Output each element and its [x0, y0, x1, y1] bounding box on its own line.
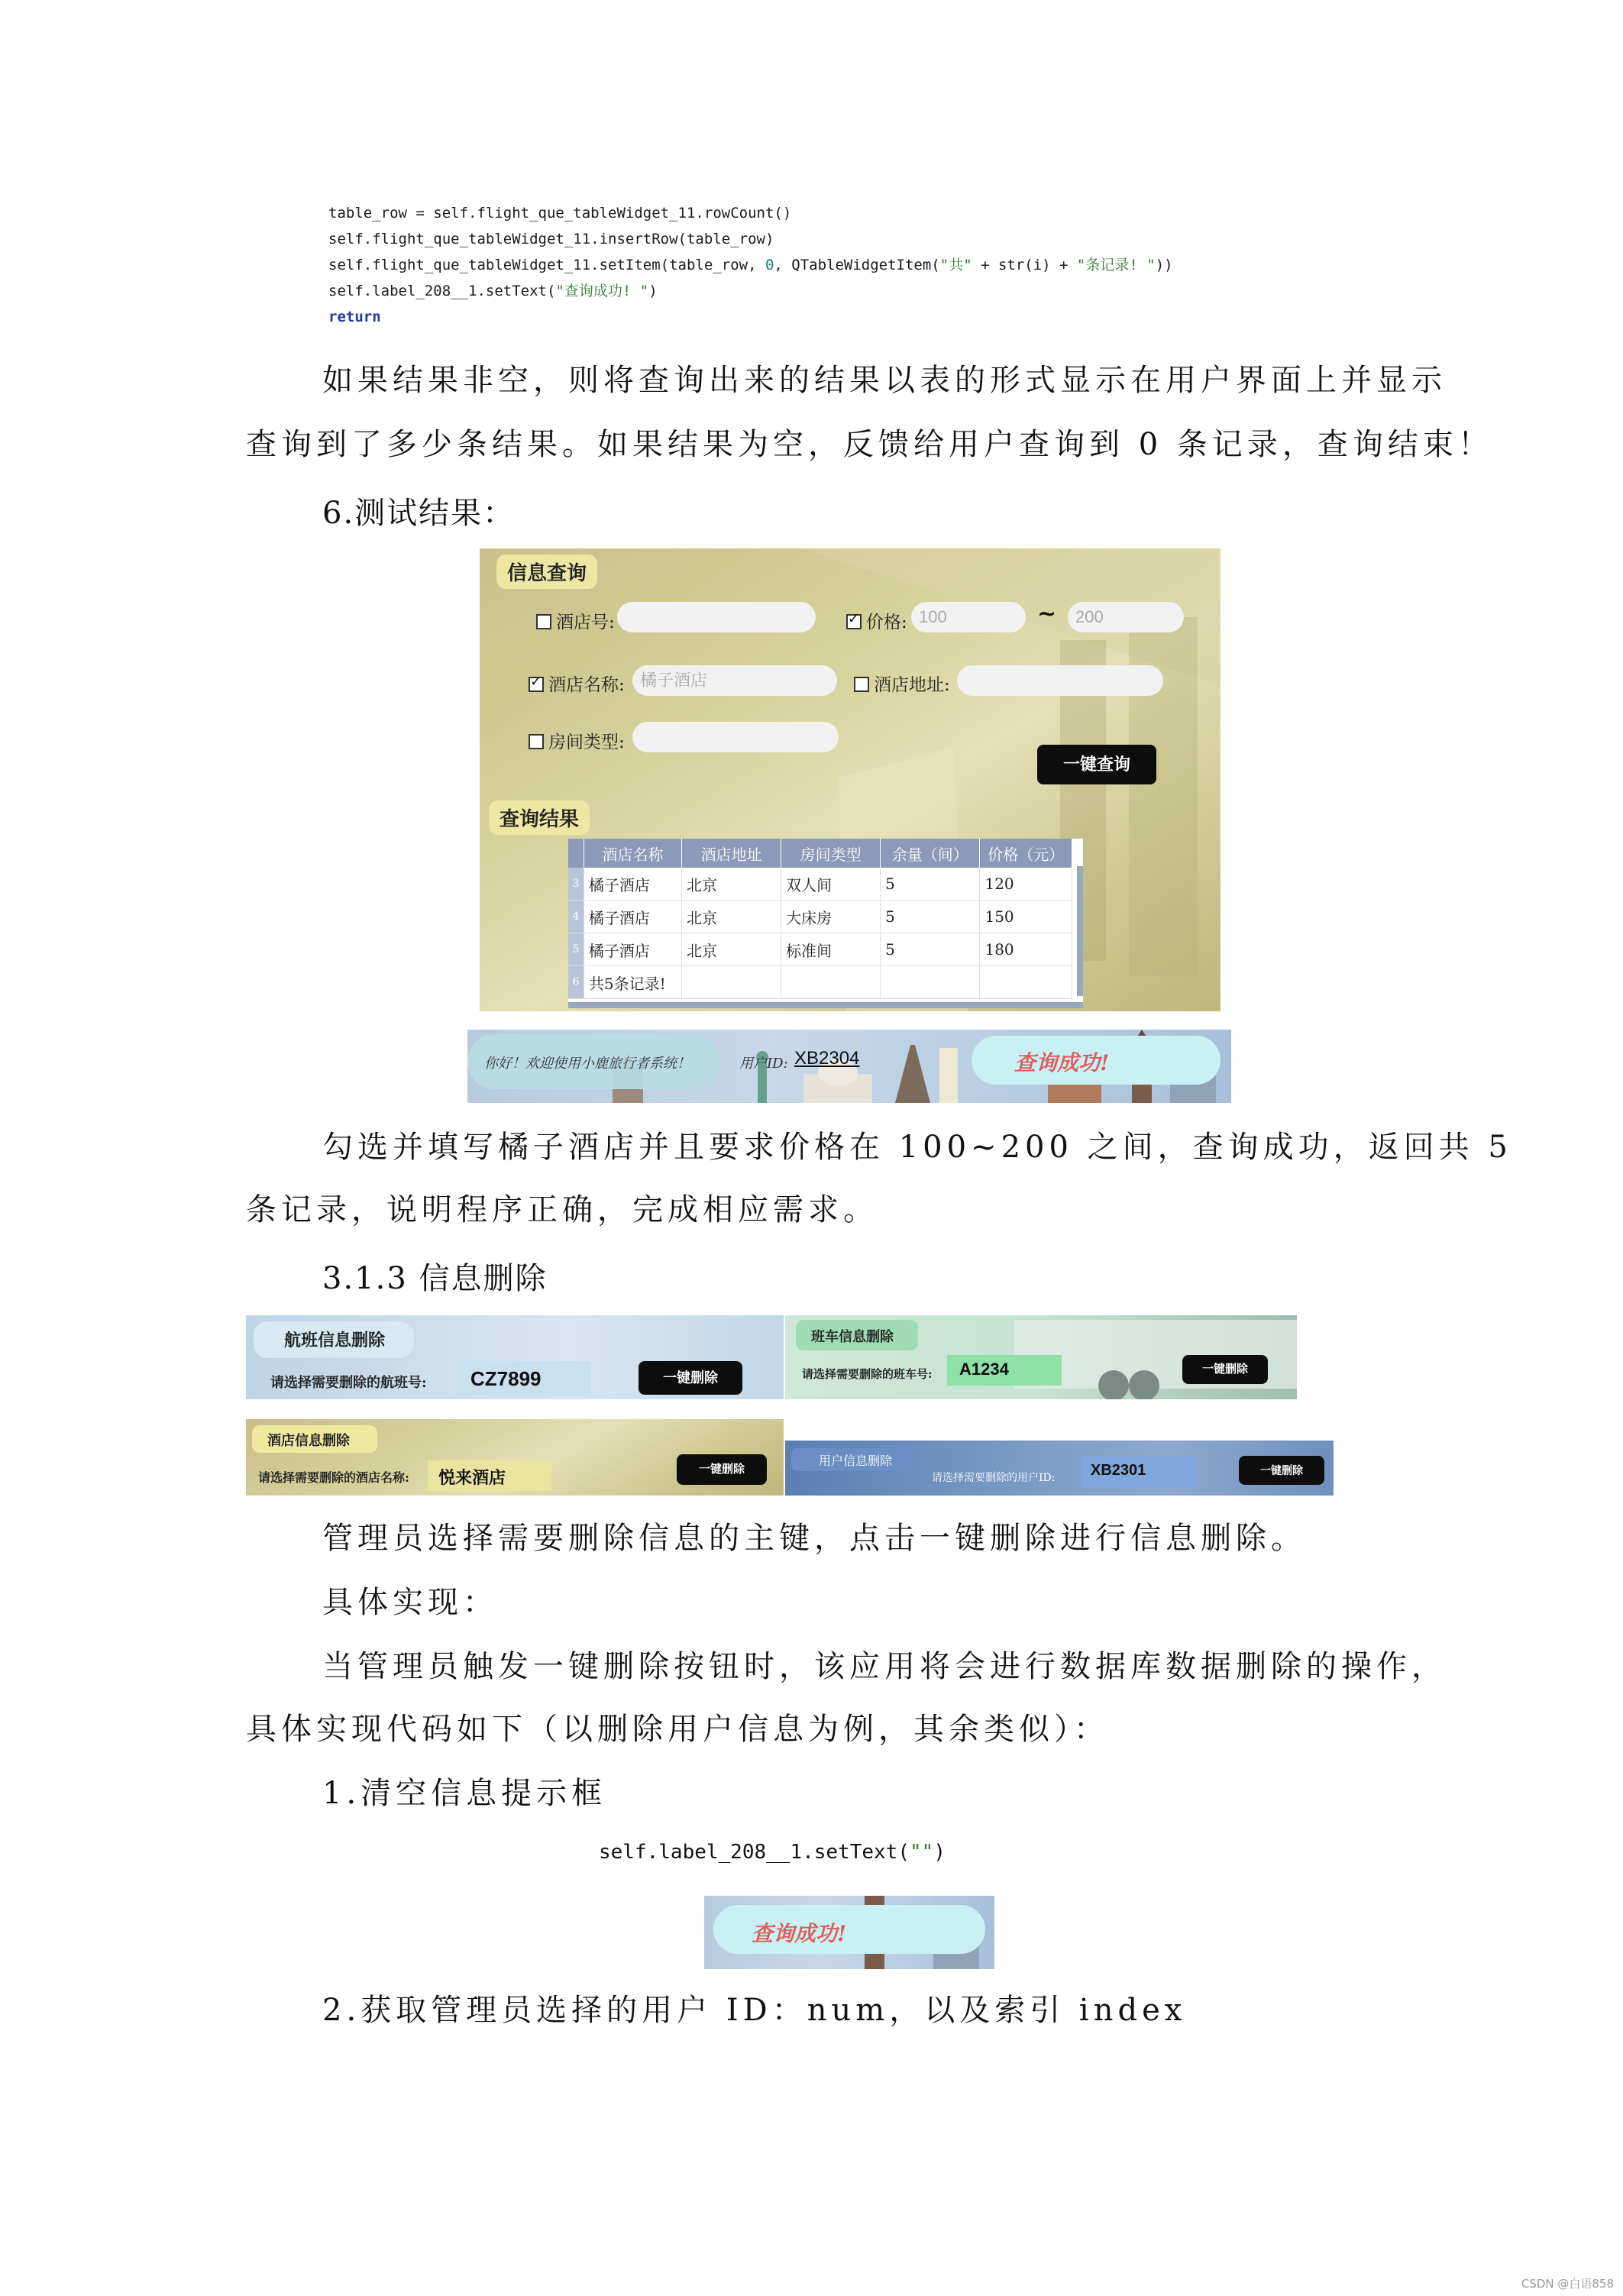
- code-token: self.label_208__1.setText(: [599, 1841, 910, 1864]
- table-cell[interactable]: 双人间: [781, 868, 881, 901]
- hotel-no-label: 酒店号:: [556, 613, 615, 632]
- room-type-input[interactable]: [632, 722, 839, 752]
- room-type-label: 房间类型:: [548, 732, 625, 752]
- one-click-query-button[interactable]: 一键查询: [1037, 745, 1156, 784]
- code-string: "共": [939, 257, 972, 273]
- code-line: self.flight_que_tableWidget_11.insertRow(table_row): [328, 231, 774, 247]
- bus-select-value: A1234: [959, 1360, 1009, 1379]
- code-string: "查询成功! ": [555, 283, 649, 299]
- table-cell[interactable]: 5: [881, 901, 980, 933]
- row-number-header: [568, 839, 584, 868]
- hotel-address-field[interactable]: [854, 671, 950, 696]
- code-token: self.label_208__1.setText(: [328, 283, 556, 299]
- table-cell[interactable]: 大床房: [781, 901, 881, 933]
- flight-select-value: CZ7899: [470, 1367, 542, 1390]
- hotel-delete-title: 酒店信息删除: [267, 1433, 350, 1449]
- price-max-input[interactable]: 200: [1068, 602, 1184, 632]
- hotel-name-label: 酒店名称:: [548, 675, 625, 695]
- table-cell[interactable]: 5: [881, 868, 980, 901]
- user-id-label: 用户ID:: [739, 1056, 788, 1072]
- price-checkbox[interactable]: [846, 614, 862, 629]
- small-status-banner: [704, 1896, 994, 1969]
- table-cell[interactable]: [781, 966, 881, 999]
- code-line: table_row = self.flight_que_tableWidget_11.rowCount(): [328, 205, 792, 222]
- table-horizontal-scrollbar[interactable]: [568, 1002, 1083, 1008]
- paragraph-line: 如果结果非空，则将查询出来的结果以表的形式显示在用户界面上并显示: [322, 363, 1447, 398]
- user-prompt: 请选择需要删除的用户ID:: [932, 1472, 1056, 1484]
- greeting-text: 你好！欢迎使用小鹿旅行者系统！: [484, 1056, 690, 1072]
- price-field[interactable]: [846, 608, 907, 633]
- flight-prompt: 请选择需要删除的航班号:: [270, 1375, 427, 1391]
- paragraph-line: 查询到了多少条结果。如果结果为空，反馈给用户查询到 0 条记录，查询结束！: [246, 427, 1493, 462]
- bus-delete-button[interactable]: 一键删除: [1182, 1355, 1268, 1384]
- bus-delete-panel: [785, 1315, 1297, 1399]
- table-cell-summary[interactable]: 共5条记录!: [584, 966, 681, 999]
- table-cell[interactable]: 180: [980, 933, 1072, 966]
- table-cell[interactable]: 150: [980, 901, 1072, 933]
- code-token: + str(i) +: [972, 257, 1077, 273]
- paragraph-line: 当管理员触发一键删除按钮时，该应用将会进行数据库数据删除的操作，: [322, 1649, 1447, 1684]
- hotel-select-value: 悦来酒店: [438, 1468, 506, 1488]
- row-number: 4: [568, 901, 584, 933]
- flight-delete-title: 航班信息删除: [284, 1331, 386, 1350]
- hotel-no-field[interactable]: [536, 608, 615, 633]
- table-row[interactable]: [568, 966, 1072, 999]
- user-delete-button[interactable]: 一键删除: [1239, 1456, 1324, 1485]
- status-message: 查询成功!: [752, 1921, 847, 1946]
- code-token: ): [648, 283, 658, 299]
- hotel-name-input[interactable]: 橘子酒店: [632, 665, 837, 696]
- section-heading-test-results: 6.测试结果：: [322, 496, 516, 531]
- code-snippet-top: [328, 200, 1173, 330]
- step-heading: 1.清空信息提示框: [322, 1776, 607, 1811]
- status-message: 查询成功!: [1014, 1050, 1110, 1075]
- user-delete-panel: [785, 1441, 1334, 1496]
- column-header[interactable]: 房间类型: [781, 839, 881, 868]
- hotel-name-field[interactable]: [529, 671, 625, 696]
- bus-prompt: 请选择需要删除的班车号:: [802, 1367, 933, 1381]
- row-number: 5: [568, 933, 584, 966]
- room-type-field[interactable]: [529, 728, 625, 753]
- column-header[interactable]: 酒店名称: [584, 839, 681, 868]
- price-min-input[interactable]: 100: [911, 602, 1026, 632]
- table-cell[interactable]: [682, 966, 781, 999]
- user-select-value: XB2301: [1091, 1462, 1146, 1479]
- hotel-query-screenshot: [480, 548, 1220, 1011]
- table-row[interactable]: [568, 933, 1072, 966]
- code-token: , QTableWidgetItem(: [774, 257, 940, 273]
- room-type-checkbox[interactable]: [529, 734, 544, 749]
- hotel-address-label: 酒店地址:: [874, 675, 950, 695]
- table-cell[interactable]: 北京: [682, 868, 781, 901]
- code-clear-label: [599, 1841, 946, 1864]
- paragraph-line: 条记录，说明程序正确，完成相应需求。: [246, 1192, 878, 1227]
- hotel-delete-button[interactable]: 一键删除: [677, 1454, 767, 1485]
- code-line: [328, 283, 658, 299]
- section-heading-delete: 3.1.3 信息删除: [322, 1261, 548, 1296]
- hotel-no-input[interactable]: [617, 602, 816, 632]
- code-token: self.flight_que_tableWidget_11.setItem(table_row,: [328, 257, 765, 273]
- paragraph-line: 具体实现：: [322, 1585, 498, 1620]
- table-scrollbar[interactable]: [1077, 866, 1083, 996]
- column-header[interactable]: 酒店地址: [682, 839, 781, 868]
- user-delete-title: 用户信息删除: [819, 1454, 893, 1468]
- status-banner: [467, 1030, 1231, 1103]
- price-label: 价格:: [866, 613, 907, 632]
- user-id-value: XB2304: [794, 1048, 860, 1069]
- section-info-query-tag: 信息查询: [496, 555, 597, 589]
- result-table-container[interactable]: [568, 839, 1083, 1008]
- table-cell[interactable]: 橘子酒店: [584, 901, 681, 933]
- hotel-address-input[interactable]: [957, 665, 1163, 696]
- table-cell[interactable]: 标准间: [781, 933, 881, 966]
- section-query-result-tag: 查询结果: [489, 800, 590, 835]
- hotel-delete-panel: [246, 1419, 784, 1496]
- flight-delete-button[interactable]: 一键删除: [639, 1361, 742, 1395]
- row-number: 6: [568, 966, 584, 999]
- table-cell[interactable]: 北京: [682, 933, 781, 966]
- table-cell[interactable]: 橘子酒店: [584, 933, 681, 966]
- table-header-row: [568, 839, 1072, 868]
- table-cell[interactable]: [881, 966, 980, 999]
- price-range-tilde: ~: [1037, 600, 1057, 627]
- hotel-address-checkbox[interactable]: [854, 677, 869, 692]
- table-row[interactable]: [568, 868, 1072, 901]
- paragraph-line: 管理员选择需要删除信息的主键，点击一键删除进行信息删除。: [322, 1521, 1306, 1556]
- code-token: )): [1155, 257, 1173, 273]
- row-number: 3: [568, 868, 584, 901]
- paragraph-line: 具体实现代码如下（以删除用户信息为例，其余类似）：: [246, 1712, 1109, 1747]
- hotel-name-checkbox[interactable]: [529, 677, 544, 692]
- column-header[interactable]: 价格（元）: [980, 839, 1072, 868]
- hotel-no-checkbox[interactable]: [536, 614, 551, 629]
- code-keyword: return: [328, 309, 381, 325]
- table-cell[interactable]: 橘子酒店: [584, 868, 681, 901]
- column-header[interactable]: 余量（间）: [881, 839, 980, 868]
- code-string: "条记录! ": [1076, 257, 1156, 273]
- flight-delete-panel: [246, 1315, 784, 1399]
- step-heading: 2.获取管理员选择的用户 ID：num，以及索引 index: [322, 1993, 1187, 2028]
- table-cell[interactable]: [980, 966, 1072, 999]
- code-string: "": [910, 1841, 934, 1864]
- bus-delete-title: 班车信息删除: [811, 1329, 894, 1345]
- paragraph-line: 勾选并填写橘子酒店并且要求价格在 100~200 之间，查询成功，返回共 5: [322, 1130, 1512, 1165]
- table-cell[interactable]: 5: [881, 933, 980, 966]
- table-cell[interactable]: 120: [980, 868, 1072, 901]
- table-cell[interactable]: 北京: [682, 901, 781, 933]
- code-token: ): [933, 1841, 946, 1864]
- watermark: CSDN @白语858: [1521, 2277, 1614, 2291]
- result-table: [568, 839, 1072, 999]
- code-number: 0: [765, 257, 774, 273]
- hotel-prompt: 请选择需要删除的酒店名称:: [258, 1470, 409, 1485]
- code-line: [328, 257, 1173, 273]
- table-row[interactable]: [568, 901, 1072, 933]
